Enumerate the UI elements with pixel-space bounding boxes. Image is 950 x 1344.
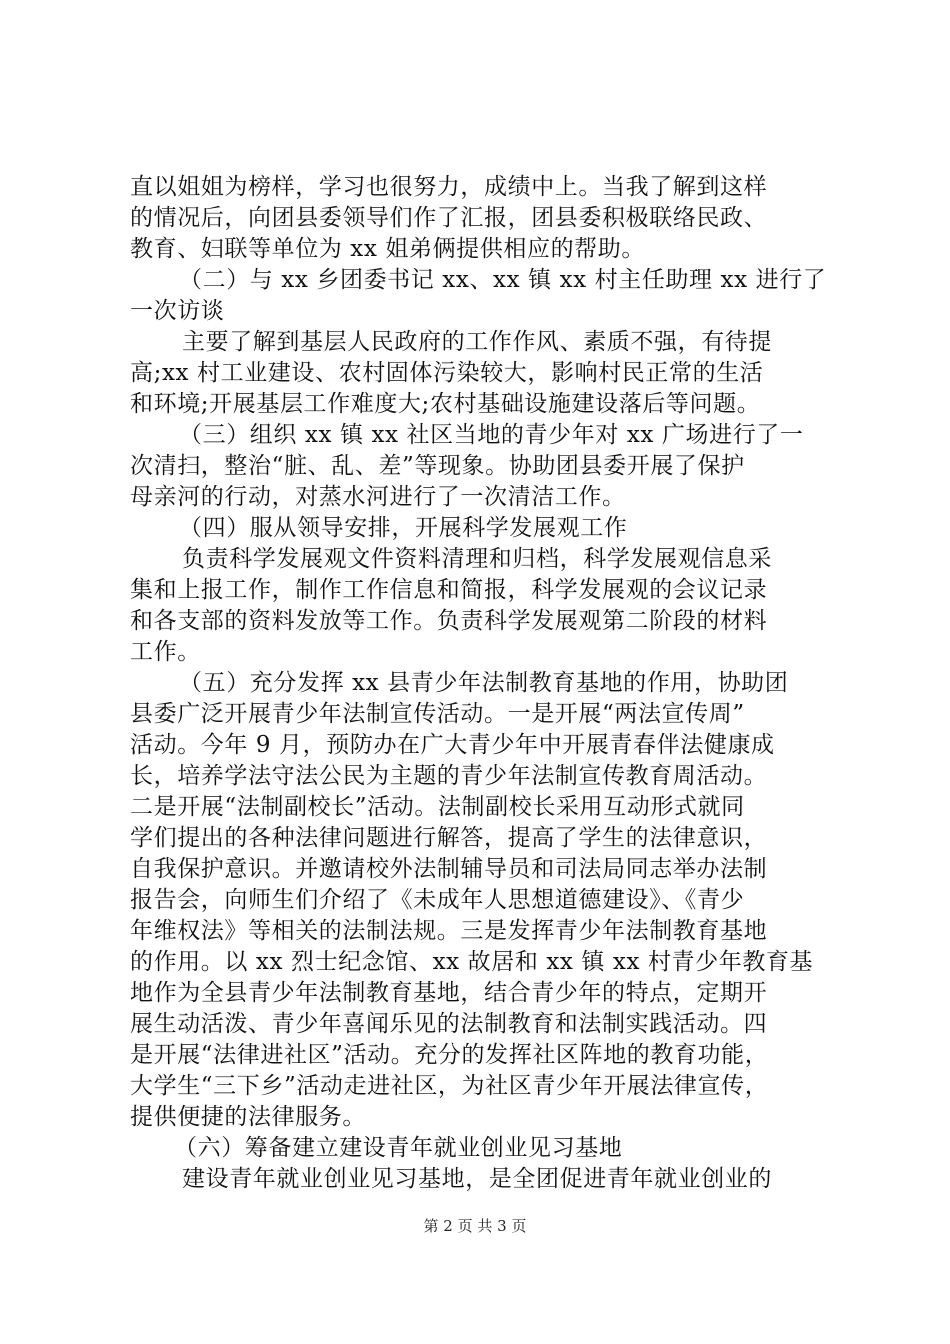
text-line: 母亲河的行动，对蒸水河进行了一次清洁工作。 [130, 484, 626, 510]
text-line: 教育、妇联等单位为 xx 姐弟俩提供相应的帮助。 [130, 236, 645, 262]
text-line: 活动。今年 9 月，预防办在广大青少年中开展青春伴法健康成 [130, 732, 775, 758]
text-line: 和各支部的资料发放等工作。负责科学发展观第二阶段的材料 [130, 608, 768, 634]
text-line: 县委广泛开展青少年法制宣传活动。一是开展“两法宣传周” [130, 701, 745, 727]
text-line: 一次访谈 [130, 298, 225, 324]
text-line: 展生动活泼、青少年喜闻乐见的法制教育和法制实践活动。四 [130, 1011, 768, 1037]
section-heading: （二）与 xx 乡团委书记 xx、xx 镇 xx 村主任助理 xx 进行了 [179, 267, 827, 293]
document-body [130, 172, 830, 1195]
text-line: 直以姐姐为榜样，学习也很努力，成绩中上。当我了解到这样 [130, 174, 768, 200]
text-line: 次清扫，整治“脏、乱、差”等现象。协助团县委开展了保护 [130, 453, 745, 479]
text-line: 自我保护意识。并邀请校外法制辅导员和司法局同志举办法制 [130, 856, 768, 882]
text-line: 学们提出的各种法律问题进行解答，提高了学生的法律意识， [130, 825, 768, 851]
text-line: 地作为全县青少年法制教育基地，结合青少年的特点，定期开 [130, 980, 768, 1006]
text-line: 高;xx 村工业建设、农村固体污染较大，影响村民正常的生活 [130, 360, 764, 386]
text-line: 大学生“三下乡”活动走进社区，为社区青少年开展法律宣传， [130, 1073, 769, 1099]
text-line: 建设青年就业创业见习基地，是全团促进青年就业创业的 [182, 1166, 772, 1192]
text-line: 工作。 [130, 639, 201, 665]
text-line: 集和上报工作，制作工作信息和简报，科学发展观的会议记录 [130, 577, 768, 603]
text-line: 报告会，向师生们介绍了《未成年人思想道德建设》、《青少 [130, 887, 745, 913]
text-line: 负责科学发展观文件资料清理和归档，科学发展观信息采 [182, 546, 772, 572]
text-line: 二是开展“法制副校长”活动。法制副校长采用互动形式就同 [130, 794, 745, 820]
text-line: 的情况后，向团县委领导们作了汇报，团县委积极联络民政、 [130, 205, 768, 231]
text-line: 主要了解到基层人民政府的工作作风、素质不强，有待提 [182, 329, 772, 355]
section-heading: （六）筹备建立建设青年就业创业见习基地 [174, 1135, 623, 1161]
section-heading: （五）充分发挥 xx 县青少年法制教育基地的作用，协助团 [179, 670, 789, 696]
page-number-footer: 第 2 页 共 3 页 [423, 1217, 527, 1235]
text-line: 的作用。以 xx 烈士纪念馆、xx 故居和 xx 镇 xx 村青少年教育基 [130, 949, 814, 975]
text-line: 是开展“法律进社区”活动。充分的发挥社区阵地的教育功能， [130, 1042, 769, 1068]
text-line: 和环境;开展基层工作难度大;农村基础设施建设落后等问题。 [130, 391, 761, 417]
section-heading: （三）组织 xx 镇 xx 社区当地的青少年对 xx 广场进行了一 [179, 422, 804, 448]
text-line: 长，培养学法守法公民为主题的青少年法制宣传教育周活动。 [130, 763, 768, 789]
section-heading: （四）服从领导安排，开展科学发展观工作 [179, 515, 628, 541]
text-line: 提供便捷的法律服务。 [130, 1104, 366, 1130]
text-line: 年维权法》等相关的法制法规。三是发挥青少年法制教育基地 [130, 918, 768, 944]
